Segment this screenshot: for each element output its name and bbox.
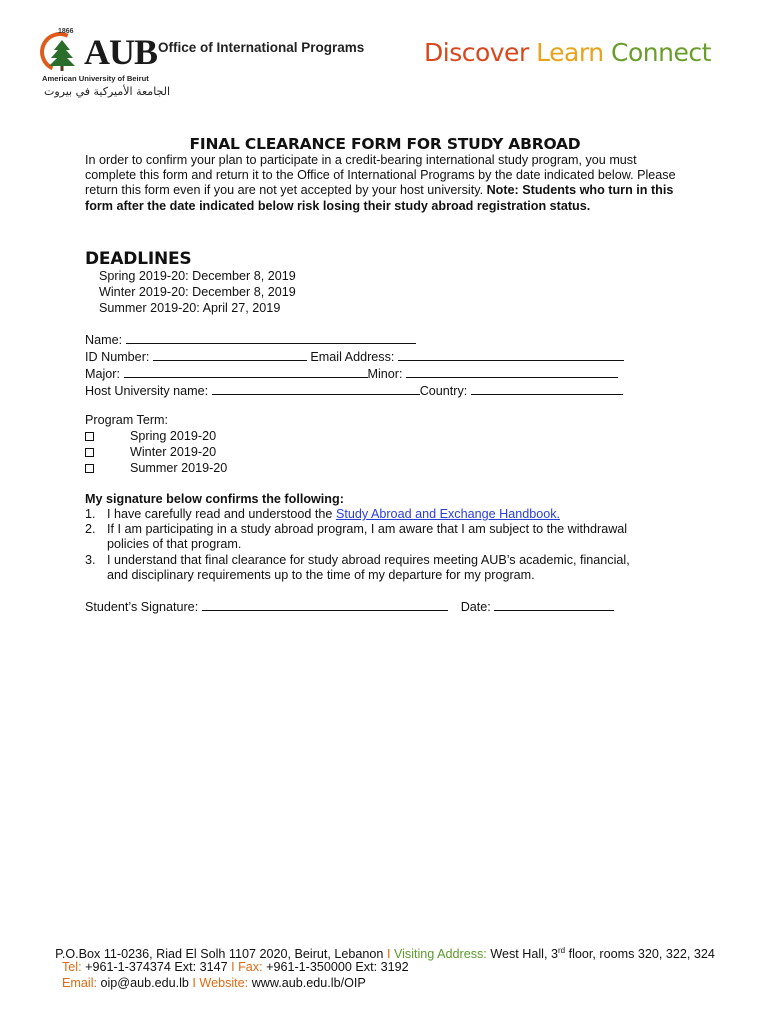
deadline-summer: Summer 2019-20: April 27, 2019: [99, 301, 281, 315]
fax-label: Fax:: [238, 960, 263, 974]
host-country-row: [85, 382, 623, 398]
email-field[interactable]: [398, 348, 624, 361]
summer-checkbox[interactable]: [85, 464, 94, 473]
date-field[interactable]: [494, 598, 614, 611]
country-field[interactable]: [471, 382, 623, 395]
footer-separator: I: [386, 947, 391, 962]
logo-arabic: الجامعة الأميركية في بيروت: [44, 85, 171, 98]
tagline-connect: Connect: [611, 38, 711, 67]
winter-checkbox[interactable]: [85, 448, 94, 457]
term-spring: Spring 2019-20: [130, 429, 217, 443]
intro-text: In order to confirm your plan to participate in a credit-bearing international study program, you must complete this form and return it to the Office of International Programs by the date indicated below. Please return this form even if you are not yet accepted by your host university.: [85, 153, 676, 198]
program-term-label: Program Term:: [85, 413, 169, 427]
footer-pobox: P.O.Box 11-0236, Riad El Solh 1107 2020, Beirut, Lebanon: [55, 947, 384, 962]
visiting-value-part2: floor, rooms 320, 322, 324: [565, 947, 715, 962]
term-winter: Winter 2019-20: [130, 445, 217, 459]
cedar-tree-icon: [48, 38, 76, 72]
visiting-value: [490, 947, 715, 961]
tagline-discover: Discover: [424, 38, 529, 67]
minor-label: Minor:: [367, 367, 403, 381]
footer-separator-2: I: [231, 960, 235, 974]
visiting-label: Visiting Address:: [393, 947, 487, 962]
office-title: Office of International Programs: [158, 40, 365, 55]
logo-text: AUB: [84, 32, 158, 72]
deadline-spring: Spring 2019-20: December 8, 2019: [99, 269, 296, 283]
name-field[interactable]: [126, 331, 416, 344]
major-field[interactable]: [124, 365, 368, 378]
tagline: [424, 38, 711, 67]
tel-value: +961-1-374374 Ext: 3147: [85, 960, 228, 974]
tel-label: Tel:: [62, 960, 82, 974]
host-university-field[interactable]: [212, 382, 420, 395]
footer-contact: [62, 975, 366, 991]
email-footer-value[interactable]: oip@aub.edu.lb: [100, 976, 189, 990]
email-footer-label: Email:: [62, 976, 97, 990]
email-label: Email Address:: [310, 350, 395, 364]
website-label: Website:: [199, 976, 249, 990]
intro-paragraph: [85, 153, 685, 214]
fax-value: +961-1-350000 Ext: 3192: [266, 960, 409, 974]
tagline-learn: Learn: [536, 38, 604, 67]
major-label: Major:: [85, 367, 120, 381]
name-row: [85, 331, 416, 347]
item-2-text: If I am participating in a study abroad program, I am aware that I am subject to the withdrawal policies of that program.: [107, 522, 628, 552]
visiting-value-part1: West Hall, 3: [490, 947, 558, 962]
deadlines-heading: DEADLINES: [85, 249, 192, 269]
signature-label: Student’s Signature:: [85, 600, 199, 614]
item-1-number: 1.: [85, 507, 96, 521]
id-number-label: ID Number:: [85, 350, 150, 364]
footer-separator-3: I: [192, 976, 196, 990]
form-title: FINAL CLEARANCE FORM FOR STUDY ABROAD: [189, 135, 581, 153]
id-email-row: [85, 348, 624, 364]
item-1-text: I have carefully read and understood the: [107, 507, 336, 521]
date-label: Date:: [460, 600, 491, 614]
website-value[interactable]: www.aub.edu.lb/OIP: [251, 976, 366, 990]
logo-subtitle: American University of Beirut: [42, 74, 149, 83]
item-2-number: 2.: [85, 522, 96, 536]
minor-field[interactable]: [406, 365, 618, 378]
deadline-winter: Winter 2019-20: December 8, 2019: [99, 285, 296, 299]
item-3-text: I understand that final clearance for study abroad requires meeting AUB’s academic, financial, and disciplinary requirements up to the time of my departure for my program.: [107, 553, 630, 583]
logo-year: 1866: [58, 28, 74, 35]
aub-logo: [40, 28, 171, 106]
major-minor-row: [85, 365, 618, 381]
footer-phone: [62, 959, 409, 975]
item-3-number: 3.: [85, 553, 96, 567]
visiting-sup: rd: [557, 946, 566, 955]
country-label: Country:: [419, 384, 468, 398]
intro-note: Note: Students who turn in this form after the date indicated below risk losing their study abroad registration status.: [85, 183, 674, 213]
spring-checkbox[interactable]: [85, 432, 94, 441]
name-label: Name:: [85, 333, 123, 347]
signature-heading: My signature below confirms the following:: [85, 492, 344, 506]
id-number-field[interactable]: [153, 348, 307, 361]
term-summer: Summer 2019-20: [130, 461, 228, 475]
signature-field[interactable]: [202, 598, 448, 611]
handbook-link[interactable]: Study Abroad and Exchange Handbook.: [335, 507, 561, 521]
signature-row: [85, 598, 614, 614]
host-university-label: Host University name:: [85, 384, 209, 398]
item-1: [107, 507, 647, 522]
